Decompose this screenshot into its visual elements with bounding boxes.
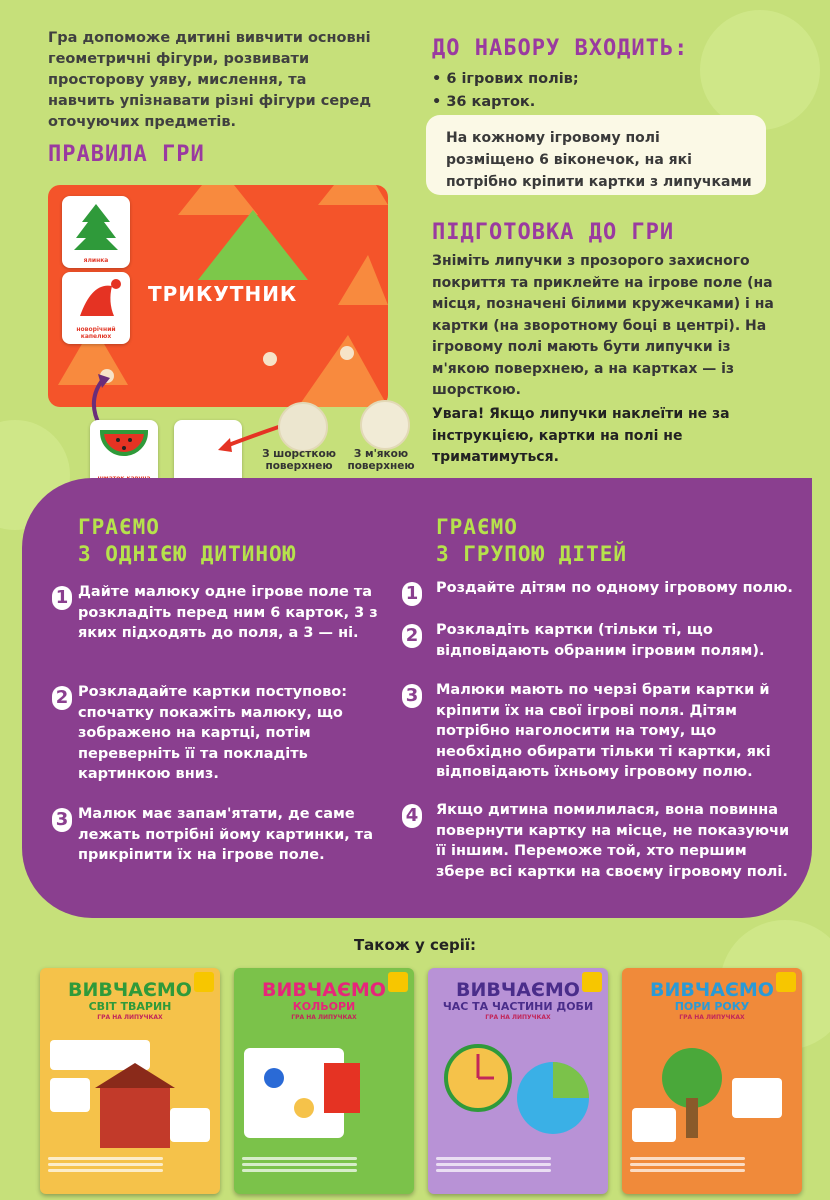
soft-velcro-icon (360, 400, 410, 450)
board-word: ТРИКУТНИК (148, 282, 298, 306)
cover-footer (630, 1154, 794, 1184)
kit-title: ДО НАБОРУ ВХОДИТЬ: (432, 36, 689, 61)
play-instructions-panel (22, 478, 812, 918)
step-number: 3 (52, 808, 72, 832)
cover-title-line1: ВИВЧАЄМО (456, 979, 580, 1001)
single-title (78, 514, 296, 568)
kit-list (432, 68, 579, 114)
cover-footer (48, 1154, 212, 1184)
single-step-1: Дайте малюку одне ігрове поле та розкладіть перед ним 6 карток, 3 з яких підходять до поля, а 3 — ні. (78, 584, 378, 641)
cover-subtitle: ГРА НА ЛИПУЧКАХ (97, 1014, 163, 1021)
series-title: Також у серії: (353, 936, 477, 954)
step-number: 4 (402, 804, 422, 828)
watermelon-icon (90, 420, 158, 470)
single-title-line2: З ОДНІЄЮ ДИТИНОЮ (78, 542, 297, 566)
step-number: 2 (52, 686, 72, 710)
single-step-2: Розкладайте картки поступово: спочатку покажіть малюку, що зображено на картці, потім переверніть її та покладіть картинкою вниз. (78, 684, 348, 782)
group-title-line1: ГРАЄМО (436, 515, 518, 539)
rules-title: ПРАВИЛА ГРИ (48, 142, 205, 167)
kit-item: • 6 ігрових полів; (432, 68, 579, 91)
kit-callout (426, 115, 766, 195)
cover-footer (436, 1154, 600, 1184)
group-title-line2: З ГРУПОЮ ДІТЕЙ (436, 542, 628, 566)
intro-text: Гра допоможе дитині вивчити основні геометричні фігури, розвивати просторову уяву, мислення, та навчить упізнавати різні фігури серед оточуючих предметів. (48, 30, 372, 130)
prep-title: ПІДГОТОВКА ДО ГРИ (432, 220, 675, 245)
background-decoration (700, 10, 820, 130)
callout-text: На кожному ігровому полі розміщено (446, 130, 660, 168)
step-number: 1 (402, 582, 422, 606)
prep-text: Зніміть липучки з прозорого захисного покриття та приклейте на ігрове поле (на місця, позначені білими кружечками) і на картки (на зворотному боці в центрі). На ігровому полі мають бути липучки із м'якою поверхнею, а на картках — із шорсткою. (432, 253, 774, 398)
fir-tree-icon (62, 196, 130, 256)
cover-subtitle: ГРА НА ЛИПУЧКАХ (291, 1014, 357, 1021)
step-number: 3 (402, 684, 422, 708)
series-cover-animals[interactable] (40, 968, 220, 1194)
group-step-3: Малюки мають по черзі брати картки й кріпити їх на свої ігрові поля. Дітям потрібно наголосити на тому, що необхідно обирати тільки ті картки, які відповідають їхньому ігровому полю. (436, 682, 771, 780)
card-fir-tree[interactable] (62, 196, 130, 268)
party-hat-icon (62, 272, 130, 324)
step-number: 1 (52, 586, 72, 610)
cover-title-line2: ПОРИ РОКУ (674, 1000, 750, 1013)
group-title (436, 514, 627, 568)
callout-bold: 6 віконечок, (539, 152, 640, 168)
card-party-hat[interactable] (62, 272, 130, 344)
hard-velcro-icon (278, 402, 328, 452)
group-step-1: Роздайте дітям по одному ігровому полю. (436, 580, 793, 596)
callout-text: на які потрібно кріпити картки з липучками (446, 152, 752, 190)
velcro-spot (263, 352, 277, 366)
cover-title-line1: ВИВЧАЄМО (650, 979, 774, 1001)
cover-title-line1: ВИВЧАЄМО (262, 979, 386, 1001)
cover-title-line2: КОЛЬОРИ (292, 1000, 356, 1013)
cover-title-line1: ВИВЧАЄМО (68, 979, 192, 1001)
step-number: 2 (402, 624, 422, 648)
series-cover-time[interactable] (428, 968, 608, 1194)
group-step-4: Якщо дитина помилилася, вона повинна повернути картку на місце, не показуючи її іншим. Переможе той, хто першим збере всі картки на своєму ігровому полі. (436, 802, 790, 880)
single-step-3: Малюк має запам'ятати, де саме лежать потрібні йому картинки, та прикріпити їх на ігрове поле. (78, 806, 373, 863)
card-caption: ялинка (83, 257, 109, 264)
cover-subtitle: ГРА НА ЛИПУЧКАХ (679, 1014, 745, 1021)
cover-subtitle: ГРА НА ЛИПУЧКАХ (485, 1014, 551, 1021)
prep-warning: Увага! Якщо липучки наклеїти не за інструкцією, картки на полі не триматимуться. (432, 406, 730, 465)
single-title-line1: ГРАЄМО (78, 515, 160, 539)
cover-title-line2: ЧАС ТА ЧАСТИНИ ДОБИ (442, 1000, 594, 1013)
soft-velcro-caption: З м'якою поверхнею (347, 448, 415, 472)
series-cover-colors[interactable] (234, 968, 414, 1194)
hard-velcro-caption: З шорсткою поверхнею (262, 448, 336, 472)
group-step-2: Розкладіть картки (тільки ті, що відповідають обраним ігровим полям). (436, 622, 765, 659)
series-cover-seasons[interactable] (622, 968, 802, 1194)
cover-title-line2: СВІТ ТВАРИН (88, 1000, 172, 1013)
velcro-spot (340, 346, 354, 360)
card-caption: новорічний капелюх (76, 326, 116, 340)
card-watermelon[interactable] (90, 420, 158, 486)
cover-footer (242, 1154, 406, 1184)
kit-item: • 36 карток. (432, 91, 579, 114)
